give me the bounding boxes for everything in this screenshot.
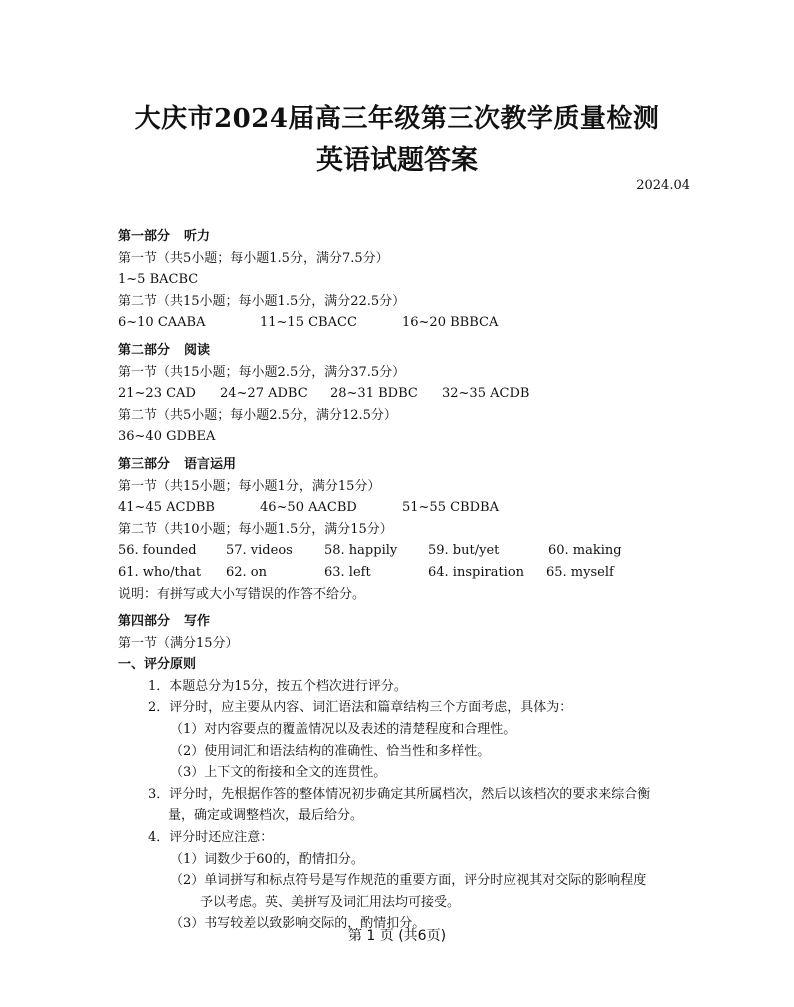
criteria-item-1: 1．本题总分为15分，按五个档次进行评分。 xyxy=(148,678,407,694)
page-title: 大庆市2024届高三年级第三次教学质量检测 xyxy=(134,104,660,134)
part2-section1-desc: 第一节（共15小题；每小题2.5分，满分37.5分） xyxy=(118,364,406,380)
part3-heading: 第三部分 语言运用 xyxy=(118,456,237,472)
answer-group: 32~35 ACDB xyxy=(442,386,530,402)
answer-item: 64. inspiration xyxy=(428,564,525,580)
answer-group: 28~31 BDBC xyxy=(330,386,418,402)
criteria-item-4-sub: （3）书写较差以致影响交际的，酌情扣分。 xyxy=(170,916,426,932)
criteria-item-4-sub: （2）单词拼写和标点符号是写作规范的重要方面，评分时应视其对交际的影响程度 xyxy=(170,873,647,889)
part1-section1-desc: 第一节（共5小题；每小题1.5分，满分7.5分） xyxy=(118,250,389,266)
answer-content xyxy=(118,226,688,935)
part2-section2-desc: 第二节（共5小题；每小题2.5分，满分12.5分） xyxy=(118,407,397,423)
criteria-item-3-cont: 量，确定或调整档次，最后给分。 xyxy=(168,808,364,824)
answer-group: 46~50 AACBD xyxy=(260,500,357,516)
exam-date: 2024.04 xyxy=(636,178,690,193)
part3-section2-desc: 第二节（共10小题；每小题1.5分，满分15分） xyxy=(118,521,393,537)
part1-heading: 第一部分 听力 xyxy=(118,229,211,244)
answer-group: 41~45 ACDBB xyxy=(118,500,215,516)
answer-item: 60. making xyxy=(548,543,622,559)
criteria-item-2-sub: （1）对内容要点的覆盖情况以及表述的清楚程度和合理性。 xyxy=(170,722,517,738)
part3-section2-row2 xyxy=(118,562,688,584)
criteria-item-2: 2．评分时，应主要从内容、词汇语法和篇章结构三个方面考虑，具体为： xyxy=(148,700,573,716)
answer-item: 65. myself xyxy=(546,564,614,580)
criteria-item-4: 4．评分时还应注意： xyxy=(148,830,274,846)
part3-note: 说明：有拼写或大小写错误的作答不给分。 xyxy=(118,586,366,602)
criteria-item-2-sub: （3）上下文的衔接和全文的连贯性。 xyxy=(170,765,387,781)
criteria-item-3: 3．评分时，先根据作答的整体情况初步确定其所属档次，然后以该档次的要求来综合衡 xyxy=(148,786,651,802)
answer-item: 59. but/yet xyxy=(428,543,500,559)
answer-item: 62. on xyxy=(226,564,268,580)
part2-section1-answers xyxy=(118,383,688,405)
part3-section1-answers xyxy=(118,497,688,519)
criteria-item-4-sub-cont: 予以考虑。英、美拼写及词汇用法均可接受。 xyxy=(200,894,461,910)
answer-group: 16~20 BBBCA xyxy=(402,315,499,331)
answer-group: 51~55 CBDBA xyxy=(402,500,499,516)
answer-item: 58. happily xyxy=(324,543,398,559)
page-subtitle: 英语试题答案 xyxy=(316,145,478,176)
answer-item: 63. left xyxy=(324,564,371,580)
criteria-item-4-sub: （1）词数少于60的，酌情扣分。 xyxy=(170,851,364,867)
answer-group: 6~10 CAABA xyxy=(118,315,206,331)
part1-section2-desc: 第二节（共15小题；每小题1.5分，满分22.5分） xyxy=(118,293,406,309)
part4-section1-desc: 第一节（满分15分） xyxy=(118,635,239,651)
part2-section2-answers: 36~40 GDBEA xyxy=(118,429,216,445)
part1-section2-answers xyxy=(118,312,688,334)
part2-heading: 第二部分 阅读 xyxy=(118,342,211,358)
part1-section1-answers: 1~5 BACBC xyxy=(118,272,199,288)
answer-item: 57. videos xyxy=(226,543,293,559)
part3-section1-desc: 第一节（共15小题；每小题1分，满分15分） xyxy=(118,478,381,494)
answer-group: 11~15 CBACC xyxy=(260,315,357,331)
answer-item: 56. founded xyxy=(118,543,197,559)
page-number: 第 1 页 (共6页) xyxy=(347,928,447,944)
answer-item: 61. who/that xyxy=(118,564,202,580)
answer-group: 21~23 CAD xyxy=(118,386,196,402)
answer-group: 24~27 ADBC xyxy=(220,386,308,402)
part3-section2-row1 xyxy=(118,540,688,562)
part4-heading: 第四部分 写作 xyxy=(118,614,211,630)
criteria-heading: 一、评分原则 xyxy=(118,657,197,673)
criteria-item-2-sub: （2）使用词汇和语法结构的准确性、恰当性和多样性。 xyxy=(170,743,491,759)
